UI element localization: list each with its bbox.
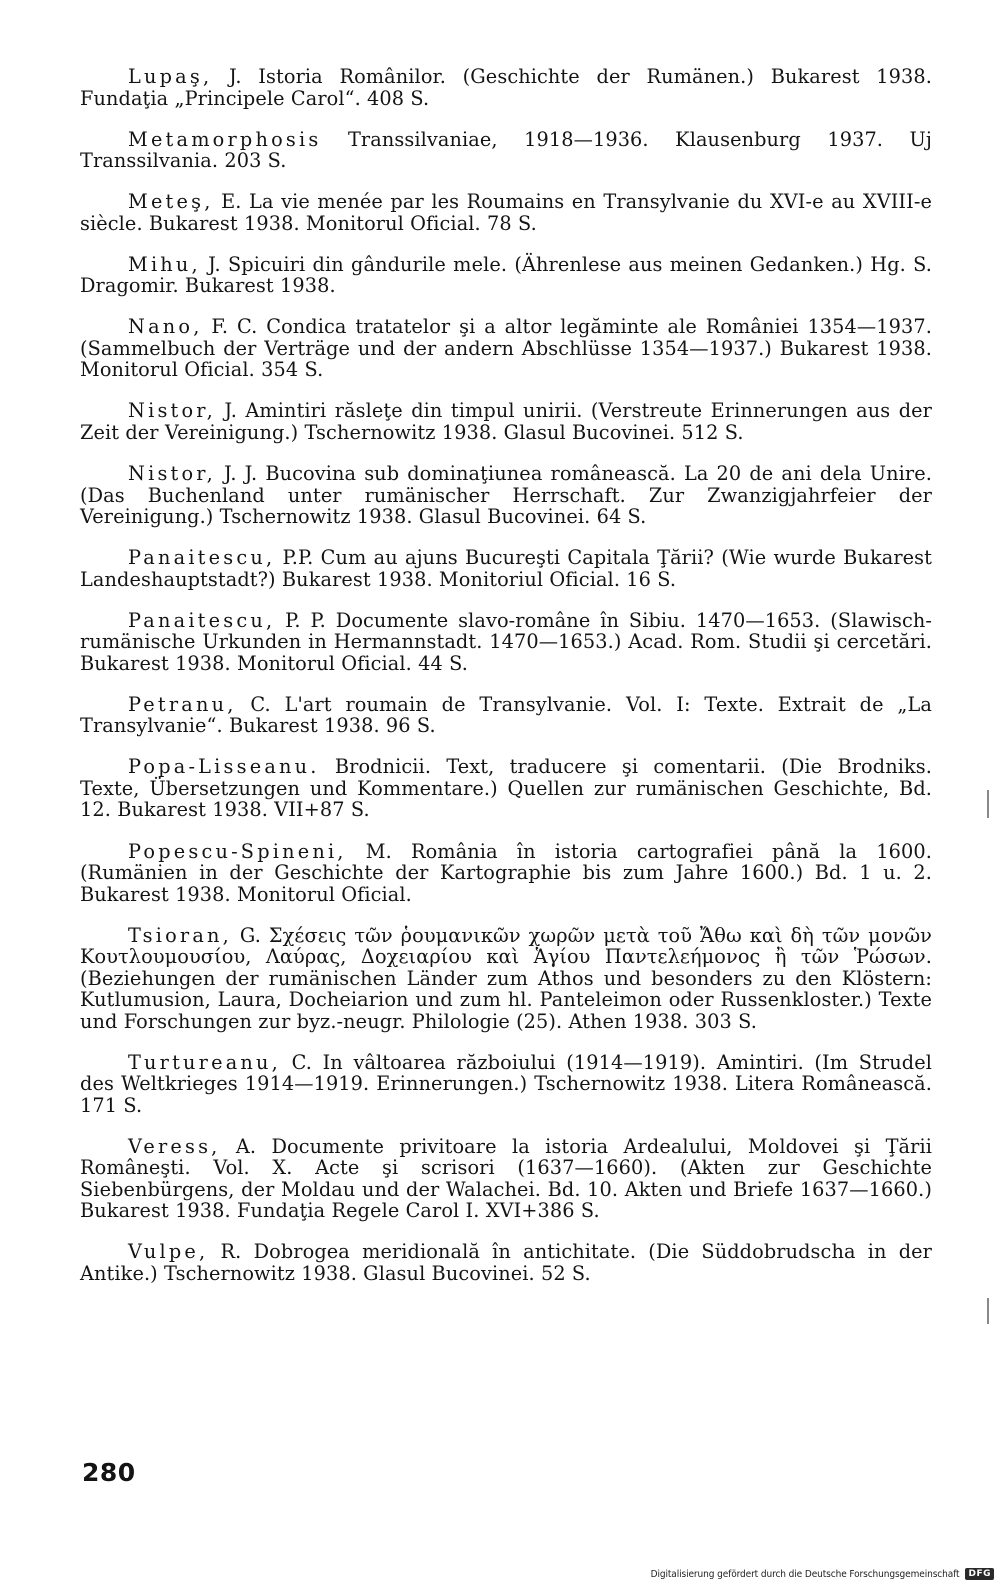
scan-margin-mark [987,1298,989,1324]
bibliography-entry [80,66,932,109]
entry-author: Mihu, [128,252,201,276]
bibliography-entry [80,129,932,172]
page-number: 280 [82,1458,136,1487]
entry-author: Popescu-Spineni, [128,839,347,863]
bibliography-entry [80,316,932,381]
bibliography-entry [80,1136,932,1222]
bibliography-entry [80,254,932,297]
bibliography-entry [80,756,932,821]
entry-author: Petranu, [128,692,237,716]
entry-author: Meteş, [128,190,214,214]
entry-text: J. Spicuiri din gândurile mele. (Ährenlese aus meinen Gedanken.) Hg. S. Dragomir. Bukarest 1938. [80,252,932,298]
dfg-logo: DFG [965,1568,994,1580]
bibliography-entry [80,925,932,1033]
bibliography-page [80,66,932,1304]
entry-text: P. P. Documente slavo-române în Sibiu. 1470—1653. (Slawisch-rumänische Urkunden in Hermannstadt. 1470—1653.) Acad. Rom. Studii şi cercetări. Bukarest 1938. Monitorul Oficial. 44 S. [80,608,932,675]
scan-margin-mark [987,790,989,818]
entry-author: Turtureanu, [128,1050,281,1074]
entry-text: J. J. Bucovina sub dominaţiunea românească. La 20 de ani dela Unire. (Das Buchenland unter rumänischer Herrschaft. Zur Zwanzigjahrfeier der Vereinigung.) Tschernowitz 1938. Glasul Bucovinei. 64 S. [80,462,932,529]
entry-text: J. Istoria Românilor. (Geschichte der Rumänen.) Bukarest 1938. Fundaţia „Principele Carol“. 408 S. [80,65,932,110]
entry-text: G. Σχέσεις τῶν ῥουμανικῶν χωρῶν μετὰ τοῦ Ἄθω καὶ δὴ τῶν μονῶν Κουτλουμουσίου, Λαύρας, Δοχειαρίου καὶ Ἁγίου Παντελεήμονος ἢ τῶν Ῥώσων. (Beziehungen der rumänischen Länder zum Athos und besonders zu den Klöstern: Kutlumusion, Laura, Docheiarion und zum hl. Panteleimon oder Russenkloster.) Texte und Forschungen zur byz.-neugr. Philologie (25). Athen 1938. 303 S. [80,923,932,1033]
bibliography-entry [80,1241,932,1284]
entry-text: R. Dobrogea meridională în antichitate. (Die Süddobrudscha in der Antike.) Tschernowitz 1938. Glasul Bucovinei. 52 S. [80,1240,932,1285]
bibliography-entry [80,463,932,528]
entry-text: J. Amintiri răsleţe din timpul unirii. (Verstreute Erinnerungen aus der Zeit der Vereinigung.) Tschernowitz 1938. Glasul Bucovinei. 512 S. [80,399,932,444]
bibliography-entry [80,191,932,234]
footer-text: Digitalisierung gefördert durch die Deutsche Forschungsgemeinschaft [650,1568,960,1580]
entry-author: Veress, [128,1134,221,1158]
entry-author: Nano, [128,315,203,339]
entry-text: E. La vie menée par les Roumains en Transylvanie du XVI-e au XVIII-e siècle. Bukarest 1938. Monitorul Oficial. 78 S. [80,190,932,235]
entry-author: Panaitescu, [128,546,276,570]
entry-text: A. Documente privitoare la istoria Ardealului, Moldovei şi Ţării Româneşti. Vol. X. Acte şi scrisori (1637—1660). (Akten zur Geschichte Siebenbürgens, der Moldau und der Walachei. Bd. 10. Akten und Briefe 1637—1660.) Bukarest 1938. Fundaţia Regele Carol I. XVI+386 S. [80,1134,932,1223]
entry-author: Vulpe, [128,1240,209,1264]
bibliography-entry [80,400,932,443]
entry-author: Panaitescu, [128,608,276,632]
entry-author: Nistor, [128,462,216,486]
bibliography-entry [80,610,932,675]
bibliography-entry [80,694,932,737]
entry-text: M. România în istoria cartografiei până la 1600. (Rumänien in der Geschichte der Kartographie bis zum Jahre 1600.) Bd. 1 u. 2. Bukarest 1938. Monitorul Oficial. [80,839,932,906]
digitization-footer [651,1568,994,1580]
bibliography-entry [80,547,932,590]
entry-author: Lupaş, [128,65,213,88]
bibliography-entry [80,1052,932,1117]
entry-author: Metamorphosis [128,127,322,151]
entry-text: C. In vâltoarea războiului (1914—1919). Amintiri. (Im Strudel des Weltkrieges 1914—1919. Erinnerungen.) Tschernowitz 1938. Litera Românească. 171 S. [80,1050,932,1117]
entry-text: C. L'art roumain de Transylvanie. Vol. I: Texte. Extrait de „La Transylvanie“. Bukarest 1938. 96 S. [80,692,932,738]
entry-text: Brodnicii. Text, traducere şi comentarii. (Die Brodniks. Texte, Übersetzungen und Kommentare.) Quellen zur rumänischen Geschichte, Bd. 12. Bukarest 1938. VII+87 S. [80,755,932,822]
entry-text: F. C. Condica tratatelor şi a altor legăminte ale României 1354—1937. (Sammelbuch der Verträge und der andern Abschlüsse 1354—1937.) Bukarest 1938. Monitorul Oficial. 354 S. [80,315,932,382]
entry-author: Nistor, [128,399,216,423]
entry-text: P.P. Cum au ajuns Bucureşti Capitala Ţării? (Wie wurde Bukarest Landeshauptstadt?) Bukarest 1938. Monitoriul Oficial. 16 S. [80,546,932,591]
entry-text: Transsilvaniae, 1918—1936. Klausenburg 1937. Uj Transsilvania. 203 S. [80,127,932,173]
entry-author: Tsioran, [128,923,232,947]
bibliography-entry [80,841,932,906]
entry-author: Popa-Lisseanu. [128,755,320,779]
